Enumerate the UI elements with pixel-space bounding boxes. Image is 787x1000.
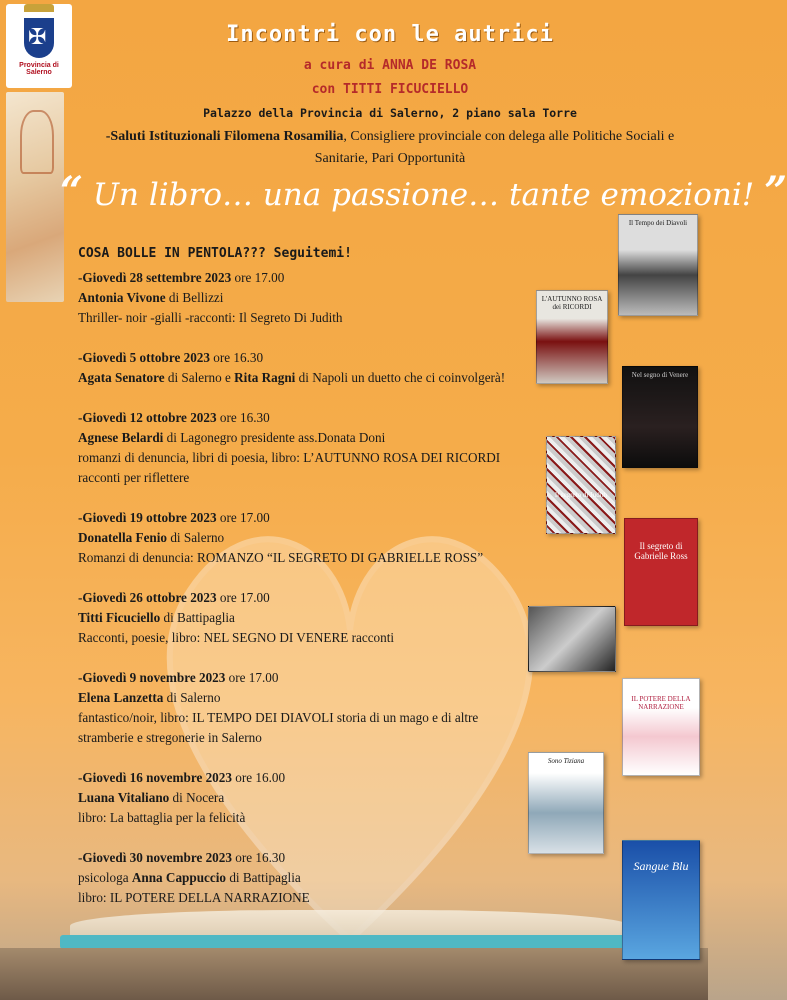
event-desc: libro: La battaglia per la felicità: [78, 810, 246, 825]
event-desc: Thriller- noir -gialli -racconti: Il Segreto Di Judith: [78, 310, 343, 325]
quote-open-icon: “: [60, 168, 84, 215]
event-place: di Bellizzi: [165, 290, 224, 305]
book-stack-photo: [528, 606, 616, 672]
co-curator-line: con TITTI FICUCIELLO: [311, 82, 469, 97]
event-item: [78, 588, 528, 648]
event-time: ore 16.30: [216, 410, 270, 425]
greetings-rest: , Consigliere provinciale con delega alle Politiche Sociali e Sanitarie, Pari Opportunità: [314, 129, 675, 166]
book-cover-tempo-diavoli: [618, 214, 698, 316]
event-time: ore 16.30: [231, 850, 286, 865]
greetings-bold: -Saluti Istituzionali Filomena Rosamilia: [105, 129, 344, 144]
cover-title: IL POTERE DELLA NARRAZIONE: [631, 695, 691, 711]
event-place: di Nocera: [169, 790, 225, 805]
event-time: ore 17.00: [225, 670, 279, 685]
event-date: -Giovedì 9 novembre 2023: [78, 670, 226, 685]
event-place: di Salerno e: [164, 370, 235, 385]
book-cover-segreto-judith: [546, 436, 616, 534]
book-cover-edge: [60, 935, 640, 949]
event-date: -Giovedì 19 ottobre 2023: [78, 510, 217, 525]
event-place: di Salerno: [167, 530, 225, 545]
event-place: di Battipaglia: [160, 610, 235, 625]
event-date: -Giovedì 16 novembre 2023: [78, 770, 232, 785]
event-role: psicologa: [78, 870, 132, 885]
event-place: di Battipaglia: [226, 870, 301, 885]
event-time: ore 16.30: [209, 350, 264, 365]
logo-label: Provincia di Salerno: [19, 62, 59, 76]
event-date: -Giovedì 12 ottobre 2023: [78, 410, 217, 425]
event-author: Agnese Belardi: [78, 430, 164, 445]
event-place: di Salerno: [163, 690, 221, 705]
cover-title: Il segreto di Judith: [554, 491, 608, 499]
event-desc: fantastico/noir, libro: IL TEMPO DEI DIAVOLI storia di un mago e di altre stramberie e stregonerie in Salerno: [78, 710, 479, 745]
quote-close-icon: ”: [764, 168, 787, 215]
event-place: di Lagonegro presidente ass.Donata Doni: [163, 430, 386, 445]
event-time: ore 17.00: [216, 590, 270, 605]
event-author: Rita Ragni: [234, 370, 296, 385]
greetings-text: [80, 126, 700, 170]
event-desc: Romanzi di denuncia: ROMANZO “IL SEGRETO DI GABRIELLE ROSS”: [78, 550, 484, 565]
book-cover-segno-venere: [622, 366, 698, 468]
book-cover-sono-tiziana: [528, 752, 604, 854]
event-place: di Napoli un duetto che ci coinvolgerà!: [295, 370, 506, 385]
wooden-table: [0, 948, 708, 1000]
book-cover-potere-narrazione: [622, 678, 700, 776]
event-time: ore 17.00: [231, 270, 285, 285]
book-cover-gabrielle-ross: [624, 518, 698, 626]
event-desc: romanzi di denuncia, libri di poesia, libro: L’AUTUNNO ROSA DEI RICORDI racconti per riflettere: [78, 450, 501, 485]
event-item: [78, 848, 528, 908]
event-author: Anna Cappuccio: [131, 870, 227, 885]
cover-title: Sono Tiziana: [547, 757, 585, 765]
event-item: [78, 408, 528, 488]
cover-title: L'AUTUNNO ROSA dei RICORDI: [541, 295, 603, 311]
event-item: [78, 668, 528, 748]
events-list: [78, 244, 528, 928]
event-author: Agata Senatore: [78, 370, 165, 385]
events-header: COSA BOLLE IN PENTOLA??? Seguitemi!: [78, 246, 352, 261]
motto-text: Un libro… una passione… tante emozioni!: [92, 177, 755, 213]
curator-line: a cura di ANNA DE ROSA: [303, 58, 477, 73]
event-item: [78, 768, 528, 828]
cover-title: Sangue Blu: [633, 859, 689, 873]
cover-title: Il segreto di Gabrielle Ross: [634, 541, 688, 561]
event-author: Antonia Vivone: [78, 290, 166, 305]
venue-line: Palazzo della Provincia di Salerno, 2 piano sala Torre: [203, 106, 577, 120]
event-author: Donatella Fenio: [78, 530, 168, 545]
event-date: -Giovedì 30 novembre 2023: [78, 850, 232, 865]
event-date: -Giovedì 26 ottobre 2023: [78, 590, 217, 605]
book-cover-autunno-rosa: [536, 290, 608, 384]
event-date: -Giovedì 28 settembre 2023: [78, 270, 232, 285]
event-date: -Giovedì 5 ottobre 2023: [78, 350, 210, 365]
page-title: Incontri con le autrici: [226, 22, 554, 47]
event-author: Titti Ficuciello: [78, 610, 161, 625]
event-item: [78, 348, 528, 388]
motto: [60, 168, 787, 215]
provincia-logo: [6, 4, 72, 88]
event-item: [78, 268, 528, 328]
fresco-image: [6, 92, 64, 302]
event-time: ore 17.00: [216, 510, 270, 525]
event-time: ore 16.00: [231, 770, 286, 785]
event-author: Elena Lanzetta: [78, 690, 164, 705]
cover-title: Nel segno di Venere: [631, 371, 689, 379]
event-author: Luana Vitaliano: [78, 790, 170, 805]
book-cover-sangue-blu: [622, 840, 700, 960]
crown-icon: [24, 4, 54, 12]
event-item: [78, 508, 528, 568]
crest-icon: [24, 18, 54, 58]
cover-title: Il Tempo dei Diavoli: [628, 219, 688, 227]
event-desc: libro: IL POTERE DELLA NARRAZIONE: [78, 890, 310, 905]
event-desc: Racconti, poesie, libro: NEL SEGNO DI VENERE racconti: [78, 630, 395, 645]
